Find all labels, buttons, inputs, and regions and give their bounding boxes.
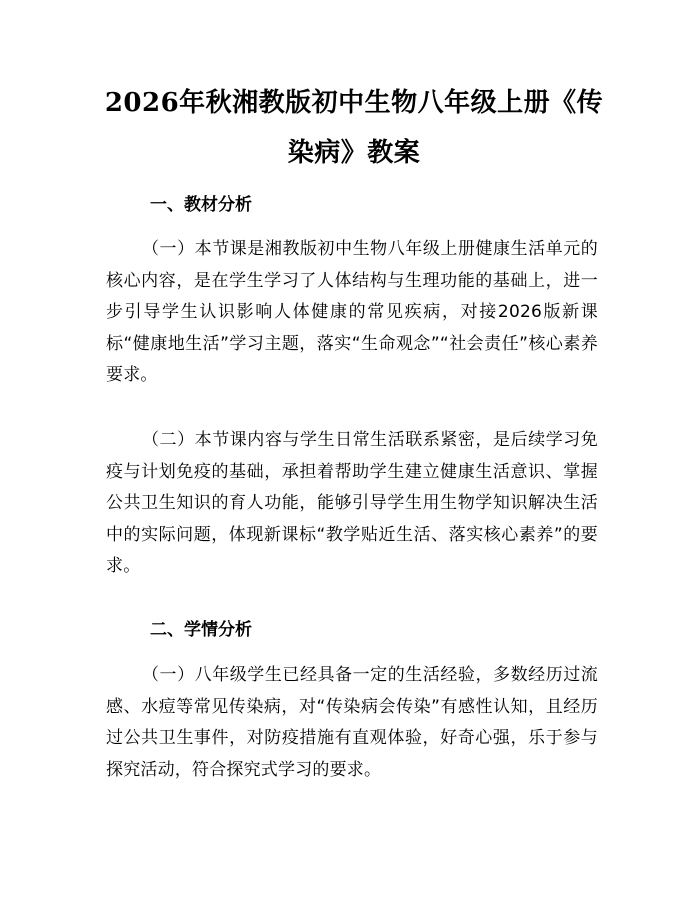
section-heading-textbook-analysis: 一、教材分析 — [150, 195, 252, 215]
paragraph-textbook-analysis-2: （二）本节课内容与学生日常生活联系紧密，是后续学习免疫与计划免疫的基础，承担着帮助学生建立健康生活意识、掌握公共卫生知识的育人功能，能够引导学生用生物学知识解决生活中的实际问题，体现新课标“教学贴近生活、落实核心素养”的要求。 — [106, 430, 598, 576]
section-heading-student-analysis: 二、学情分析 — [150, 620, 252, 640]
paragraph-student-analysis-1: （一）八年级学生已经具备一定的生活经验，多数经历过流感、水痘等常见传染病，对“传染病会传染”有感性认知，且经历过公共卫生事件，对防疫措施有直观体验，好奇心强，乐于参与探究活动，符合探究式学习的要求。 — [106, 665, 598, 780]
document-title: 2026年秋湘教版初中生物八年级上册《传染病》教案 — [104, 88, 604, 168]
paragraph-textbook-analysis-1: （一）本节课是湘教版初中生物八年级上册健康生活单元的核心内容，是在学生学习了人体结构与生理功能的基础上，进一步引导学生认识影响人体健康的常见疾病，对接2026版新课标“健康地生活”学习主题，落实“生命观念”“社会责任”核心素养要求。 — [106, 239, 598, 385]
